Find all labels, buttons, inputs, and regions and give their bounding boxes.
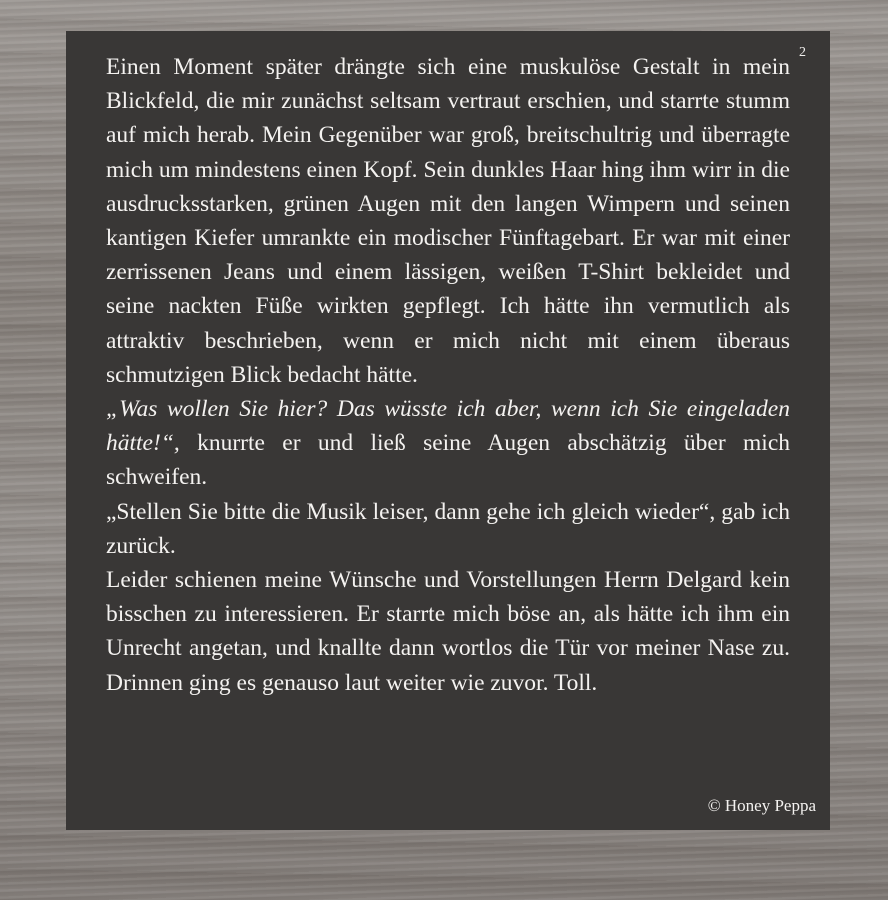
- paragraph-2-rest: knurrte er und ließ seine Augen abschätzig über mich schweifen.: [106, 430, 790, 491]
- paragraph-4: Leider schienen meine Wünsche und Vorstellungen Herrn Delgard kein bisschen zu interessieren. Er starrte mich böse an, als hätte ich ihm ein Unrecht angetan, und knallte dann wortlos die Tür vor meiner Nase zu. Drinnen ging es genauso laut weiter wie zuvor. Toll.: [106, 567, 790, 696]
- page-number: 2: [799, 45, 806, 60]
- story-text: [106, 50, 790, 700]
- paragraph-2: [106, 392, 790, 495]
- paragraph-3: „Stellen Sie bitte die Musik leiser, dann gehe ich gleich wieder“, gab ich zurück.: [106, 498, 790, 559]
- copyright-notice: © Honey Peppa: [707, 796, 816, 815]
- dialogue-italic: „Was wollen Sie hier? Das wüsste ich aber, wenn ich Sie eingeladen hätte!“,: [106, 396, 790, 457]
- paragraph-1: Einen Moment später drängte sich eine muskulöse Gestalt in mein Blickfeld, die mir zunächst seltsam vertraut erschien, und starrte stumm auf mich herab. Mein Gegenüber war groß, breitschultrig und überragte mich um mindestens einen Kopf. Sein dunkles Haar hing ihm wirr in die ausdrucksstarken, grünen Augen mit den langen Wimpern und seinen kantigen Kiefer umrankte ein modischer Fünftagebart. Er war mit einer zerrissenen Jeans und einem lässigen, weißen T-Shirt bekleidet und seine nackten Füße wirkten gepflegt. Ich hätte ihn vermutlich als attraktiv beschrieben, wenn er mich nicht mit einem überaus schmutzigen Blick bedacht hätte.: [106, 54, 790, 388]
